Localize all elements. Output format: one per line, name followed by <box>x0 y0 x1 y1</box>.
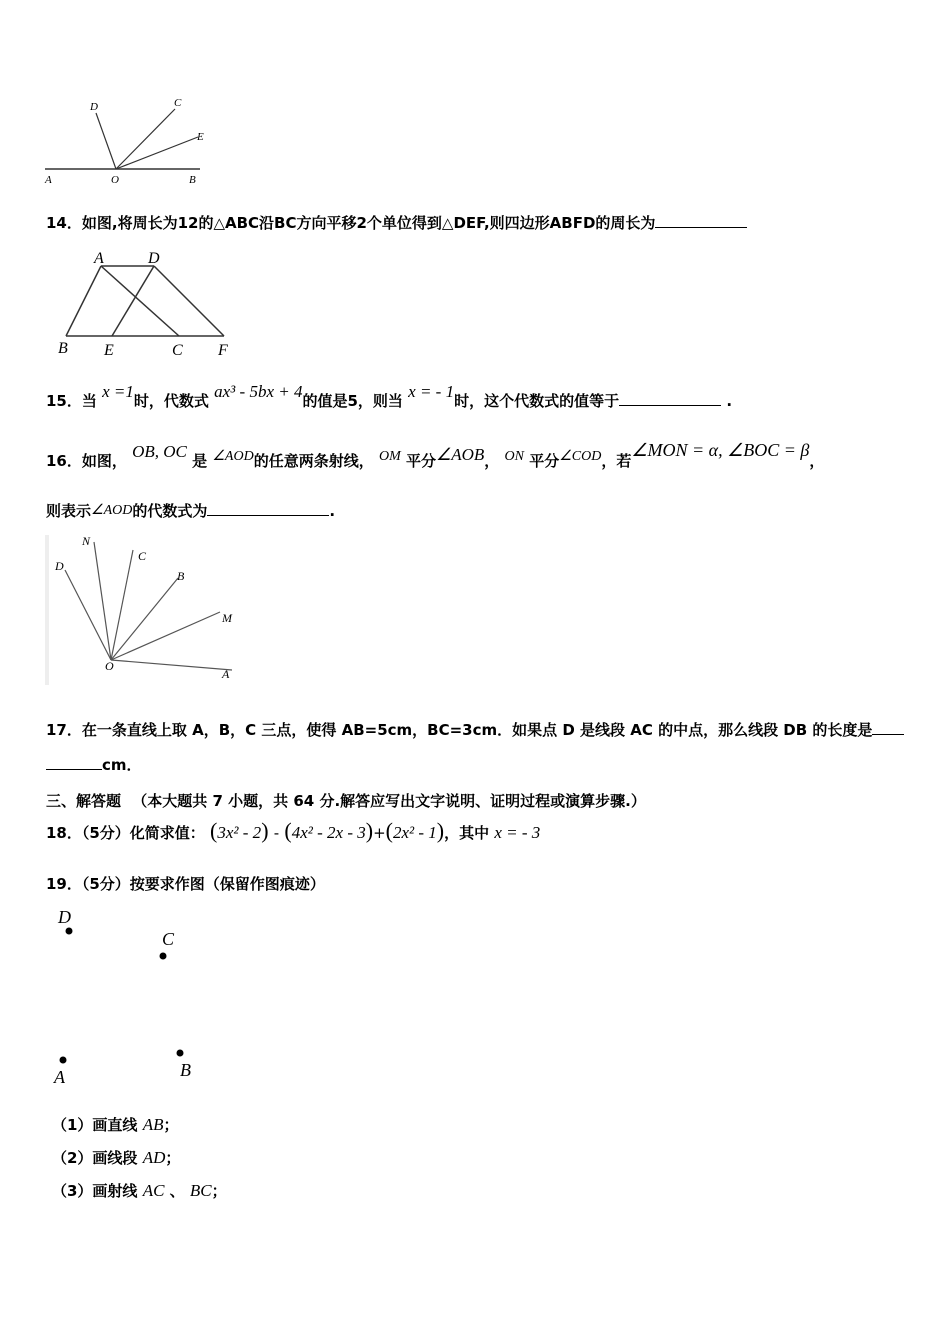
fig19-label-d: D <box>58 907 71 927</box>
fig16-label-c: C <box>138 549 147 563</box>
fig14-label-c: C <box>172 342 183 359</box>
question-16-line-2 <box>46 500 335 521</box>
q19-task-2-end: ； <box>165 1149 181 1167</box>
fig13-label-c: C <box>174 97 182 109</box>
q17-answer-blank-part2[interactable] <box>46 755 102 770</box>
fig16-label-n: N <box>82 534 91 548</box>
fig13-label-o: O <box>111 174 119 186</box>
fig14-label-e: E <box>104 342 114 359</box>
q16-text-3: 平分 <box>405 452 436 470</box>
fig16-label-m: M <box>222 611 232 625</box>
q18-poly-1: 3x² - 2 <box>217 823 262 842</box>
q16-text-7: ， <box>809 452 825 470</box>
q16-math-on: ON <box>504 449 524 464</box>
fig16-label-b: B <box>177 569 185 583</box>
q19-task-3-label: （3）画射线 <box>52 1182 138 1200</box>
q18-number: 18．（5分）化简求值： <box>46 824 205 842</box>
fig16-label-a: A <box>222 667 230 681</box>
q19-task-3 <box>52 1180 227 1201</box>
q17-answer-blank-part1[interactable] <box>872 720 904 735</box>
q19-task-2 <box>52 1147 180 1168</box>
q16-line2-math-aod: ∠AOD <box>91 503 133 518</box>
q16-line2-text-1: 则表示 <box>46 502 92 520</box>
q15-number: 15．当 <box>46 392 97 410</box>
q16-math-aob: ∠AOB <box>435 445 485 464</box>
q16-text-1: 是 <box>192 452 208 470</box>
fig13-label-b: B <box>189 174 196 186</box>
q19-task-1 <box>52 1114 178 1135</box>
q16-line2-text-2: 的代数式为 <box>132 502 208 520</box>
rays-figure-16 <box>45 530 245 690</box>
fig14-label-a: A <box>94 250 104 267</box>
question-15 <box>46 382 733 411</box>
question-18: 18．（5分）化简求值： (3x² - 2) - (4x² - 2x - 3)+(2x² - 1)，其中 x = - 3 <box>46 818 541 843</box>
q16-text-5: 平分 <box>529 452 560 470</box>
q19-task-3-math-1: AC <box>142 1181 165 1200</box>
point-d[interactable] <box>66 928 73 935</box>
q19-task-3-separator: 、 <box>169 1182 185 1200</box>
q16-text-2: 的任意两条射线， <box>253 452 374 470</box>
q16-number: 16．如图， <box>46 452 127 470</box>
q18-poly-3: 2x² - 1 <box>392 823 437 842</box>
q14-text: 14．如图,将周长为12的△ABC沿BC方向平移2个单位得到△DEF,则四边形ABFD的周长为 <box>46 214 656 232</box>
point-a[interactable] <box>60 1057 67 1064</box>
q15-condition-2: x = - 1 <box>408 382 455 401</box>
q14-answer-blank[interactable] <box>655 213 747 228</box>
point-b[interactable] <box>177 1050 184 1057</box>
fig13-label-e: E <box>197 131 204 143</box>
q18-condition: x = - 3 <box>494 823 541 842</box>
question-17 <box>46 719 904 740</box>
q18-poly-2: 4x² - 2x - 3 <box>291 823 366 842</box>
q16-math-cod: ∠COD <box>559 449 602 464</box>
q19-task-1-end: ； <box>163 1116 179 1134</box>
fig13-label-d: D <box>90 101 98 113</box>
q16-math-aod: ∠AOD <box>212 449 254 464</box>
q15-text-2: 的值是5，则当 <box>302 392 403 410</box>
question-16 <box>46 440 825 471</box>
fig19-label-b: B <box>180 1060 191 1080</box>
section-3-note: （本大题共 7 小题，共 64 分.解答应写出文字说明、证明过程或演算步骤.） <box>132 792 646 810</box>
point-c[interactable] <box>160 953 167 960</box>
q16-math-ob-oc: OB, OC <box>132 442 187 461</box>
q19-task-1-label: （1）画直线 <box>52 1116 138 1134</box>
fig14-label-b: B <box>58 340 68 357</box>
q16-line2-end: . <box>329 502 336 520</box>
q16-text-4: ， <box>484 452 500 470</box>
q15-end: . <box>726 392 733 410</box>
q19-title: 19．（5分）按要求作图（保留作图痕迹） <box>46 875 325 893</box>
points-figure-19 <box>50 905 220 1085</box>
q19-task-2-label: （2）画线段 <box>52 1149 138 1167</box>
q17-unit: cm． <box>102 756 142 774</box>
fig14-label-d: D <box>148 250 160 267</box>
question-17-line-2 <box>46 754 142 775</box>
fig16-label-d: D <box>55 559 64 573</box>
section-3-header <box>46 790 646 811</box>
q18-operator-1: - <box>273 824 280 842</box>
q19-task-3-end: ； <box>211 1182 227 1200</box>
q15-expression: ax³ - 5bx + 4 <box>214 382 303 401</box>
q19-task-2-math: AD <box>142 1148 166 1167</box>
q17-text: 17．在一条直线上取 A，B，C 三点，使得 AB=5cm，BC=3cm．如果点 D 是线段 AC 的中点，那么线段 DB 的长度是 <box>46 721 873 739</box>
question-14 <box>46 212 747 233</box>
fig16-label-o: O <box>105 659 114 673</box>
fig19-label-a: A <box>54 1067 65 1085</box>
q15-text-3: 时，这个代数式的值等于 <box>454 392 620 410</box>
q15-answer-blank[interactable] <box>619 391 721 406</box>
q19-task-3-math-2: BC <box>189 1181 212 1200</box>
fig19-label-c: C <box>162 929 175 949</box>
fig13-label-a: A <box>45 174 52 186</box>
q16-text-6: ，若 <box>601 452 632 470</box>
angle-figure-13 <box>40 95 220 190</box>
q18-text: ，其中 <box>444 824 490 842</box>
question-19 <box>46 873 325 894</box>
section-3-title: 三、解答题 <box>46 792 122 810</box>
q16-math-mon-boc: ∠MON = α, ∠BOC = β <box>631 440 810 460</box>
q18-operator-2: + <box>373 824 386 842</box>
fig14-label-f: F <box>218 342 228 359</box>
q15-condition-1: x =1 <box>102 382 134 401</box>
q16-answer-blank[interactable] <box>207 501 329 516</box>
q19-task-1-math: AB <box>142 1115 164 1134</box>
q16-math-om: OM <box>378 449 401 464</box>
q15-text-1: 时，代数式 <box>133 392 209 410</box>
trapezoid-figure-14 <box>52 248 242 363</box>
